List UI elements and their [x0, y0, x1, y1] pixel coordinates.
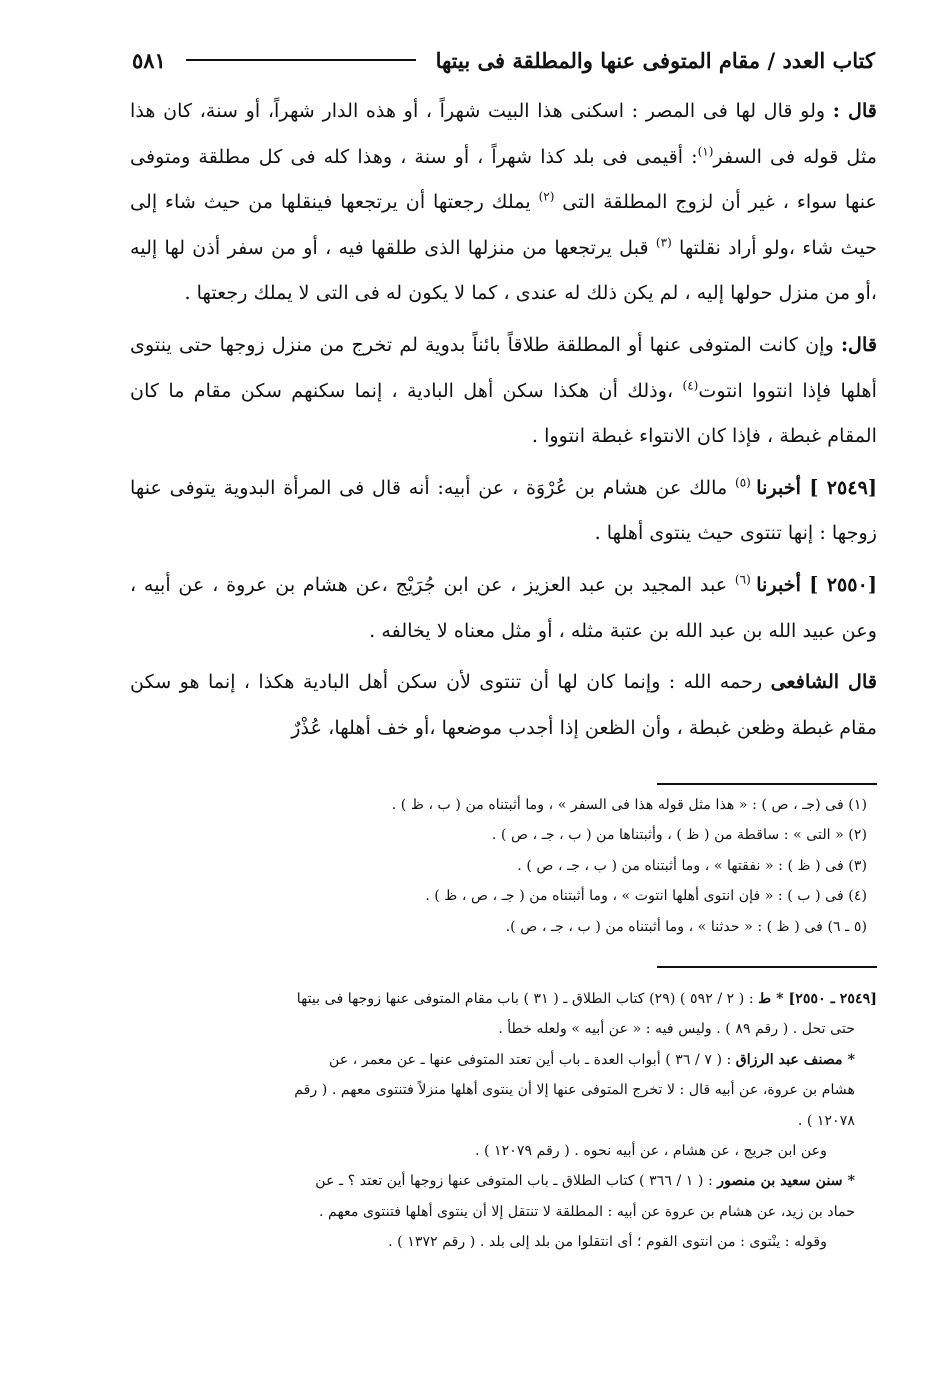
paragraph-text: ولو قال لها فى المصر : اسكنى هذا البيت شهراً ، أو هذه الدار شهراً، أو سنة، كان هذا مثل قوله فى السفر	[130, 99, 877, 168]
paragraph-2	[130, 322, 877, 459]
paragraph-lead: أخبرنا	[756, 572, 810, 596]
footnote: (١) فى (جـ ، ص ) : « هذا مثل قوله هذا فى السفر » ، وما أثبتناه من ( ب ، ظ ) .	[391, 797, 867, 813]
source-head: * سنن سعيد بن منصور	[717, 1173, 855, 1190]
source-text: : ( ٢ / ٥٩٢ ) (٢٩) كتاب الطلاق ـ ( ٣١ ) باب مقام المتوفى عنها زوجها فى بيتها	[296, 991, 759, 1007]
footnote: (٣) فى ( ظ ) : « نفقتها » ، وما أثبتناه من ( ب ، جـ ، ص ) .	[517, 857, 867, 874]
source-head: [٢٥٤٩ ـ ٢٥٥٠] * ط	[758, 991, 877, 1007]
footnote-marker: (٦)	[734, 572, 757, 587]
paragraph-text: مالك عن هشام بن عُرْوَة ، عن أبيه: أنه قال فى المرأة البدوية يتوفى عنها زوجها : إنها تنتوى حيث ينتوى أهلها .	[130, 475, 877, 545]
paragraph-lead: قال :	[832, 99, 877, 122]
source-line: حماد بن زيد، عن هشام بن عروة عن أبيه : المطلقة لا تنتقل إلا أن ينتوى أهلها فتنتوى معهم .	[319, 1203, 855, 1220]
paragraph-1	[130, 88, 877, 316]
footnotes	[130, 790, 877, 942]
source-line: حتى تحل . ( رقم ٨٩ ) . وليس فيه : « عن أبيه » ولعله خطأ .	[498, 1021, 855, 1038]
footnote: (٥ ـ ٦) فى ( ظ ) : « حدثنا » ، وما أثبتناه من ( ب ، جـ ، ص ).	[505, 918, 867, 935]
footnote: (٤) فى ( ب ) : « فإن انتوى أهلها انتوت » ، وما أثبتناه من ( جـ ، ص ، ظ ) .	[425, 888, 867, 905]
footnote-separator	[657, 783, 877, 785]
source-line: ١٢٠٧٨ ) .	[797, 1112, 855, 1129]
paragraph-lead: قال الشافعى	[770, 670, 877, 694]
header-rule	[186, 59, 416, 61]
paragraph-4	[130, 562, 877, 653]
hadith-number: [٢٥٥٠ ]	[809, 572, 878, 596]
footnote-marker: (٢)	[538, 189, 555, 204]
source-text: : ( ١ / ٣٦٦ ) كتاب الطلاق ـ باب المتوفى عنها زوجها أين تعتد ؟ ـ عن	[315, 1173, 718, 1190]
paragraph-3	[130, 465, 877, 556]
paragraph-text: وإن كانت المتوفى عنها أو المطلقة طلاقاً بائناً بدوية لم تخرج من منزل زوجها حتى ينتوى أهلها فإذا انتووا انتوت	[130, 332, 877, 402]
paragraph-lead: قال:	[840, 332, 877, 356]
source-line	[130, 1045, 877, 1075]
paragraph-text: : أقيمى فى بلد كذا شهراً ، أو سنة ، وهذا كله فى كل مطلقة ومتوفى عنها سواء ، غير أن لزوج المطلقة التى	[130, 144, 877, 214]
footnote-marker: (٣)	[655, 235, 672, 250]
paragraph-text: ،وذلك أن هكذا سكن أهل البادية ، إنما سكنهم سكن مقام ما كان المقام غبطة ، فإذا كان الانتواء غبطة انتووا .	[130, 378, 877, 448]
paragraph-text: قبل يرتجعها من منزلها الذى طلقها فيه ، أو من سفر أذن لها إليه ،أو من منزل حولها إليه ، لم يكن ذلك له عندى ، كما لا يكون له فى التى لا يملك رجعتها .	[130, 235, 877, 305]
paragraph-lead: أخبرنا	[756, 475, 810, 499]
page-number: ٥٨١	[132, 47, 166, 73]
footnote-marker: (٥)	[735, 475, 757, 490]
footnote-marker: (١)	[697, 144, 714, 159]
source-line	[130, 984, 877, 1014]
paragraph-text: يملك رجعتها أن يرتجعها فينقلها من حيث شاء إلى حيث شاء ،ولو أراد نقلتها	[130, 190, 877, 259]
source-line	[130, 1166, 877, 1196]
source-line: وقوله : ينْتوى : من انتوى القوم ؛ أى انتقلوا من بلد إلى بلد . ( رقم ١٣٧٢ ) .	[388, 1234, 827, 1251]
sources-separator	[657, 966, 877, 968]
main-text	[130, 88, 877, 750]
hadith-number: [٢٥٤٩ ]	[809, 475, 878, 499]
paragraph-5	[130, 659, 877, 750]
source-notes	[130, 984, 877, 1258]
paragraph-text: رحمه الله : وإنما كان لها أن تنتوى لأن سكن أهل البادية هكذا ، إنما هو سكن مقام غبطة وظعن غبطة ، وأن الظعن إذا أجدب موضعها ،أو خف أهلها، عُذْرٌ	[130, 670, 877, 739]
source-line: هشام بن عروة، عن أبيه قال : لا تخرج المتوفى عنها إلا أن ينتوى أهلها منزلاً فتنتوى معهم . ( رقم	[294, 1082, 855, 1099]
source-line: وعن ابن جريج ، عن هشام ، عن أبيه نحوه . ( رقم ١٢٠٧٩ ) .	[474, 1143, 827, 1160]
source-head: * مصنف عبد الرزاق	[735, 1051, 855, 1068]
source-text: : ( ٧ / ٣٦ ) أبواب العدة ـ باب أين تعتد المتوفى عنها ـ عن معمر ، عن	[329, 1051, 736, 1068]
footnote: (٢) « التى » : ساقطة من ( ظ ) ، وأثبتناها من ( ب ، جـ ، ص ) .	[491, 827, 867, 844]
paragraph-text: عبد المجيد بن عبد العزيز ، عن ابن جُرَيْج ،عن هشام بن عروة ، عن أبيه ، وعن عبيد الله بن عبد الله بن عتبة مثله ، أو مثل معناه لا يخالفه .	[130, 572, 877, 642]
page-title: كتاب العدد / مقام المتوفى عنها والمطلقة فى بيتها	[435, 47, 875, 73]
running-header	[132, 42, 875, 78]
footnote-marker: (٤)	[682, 378, 699, 393]
